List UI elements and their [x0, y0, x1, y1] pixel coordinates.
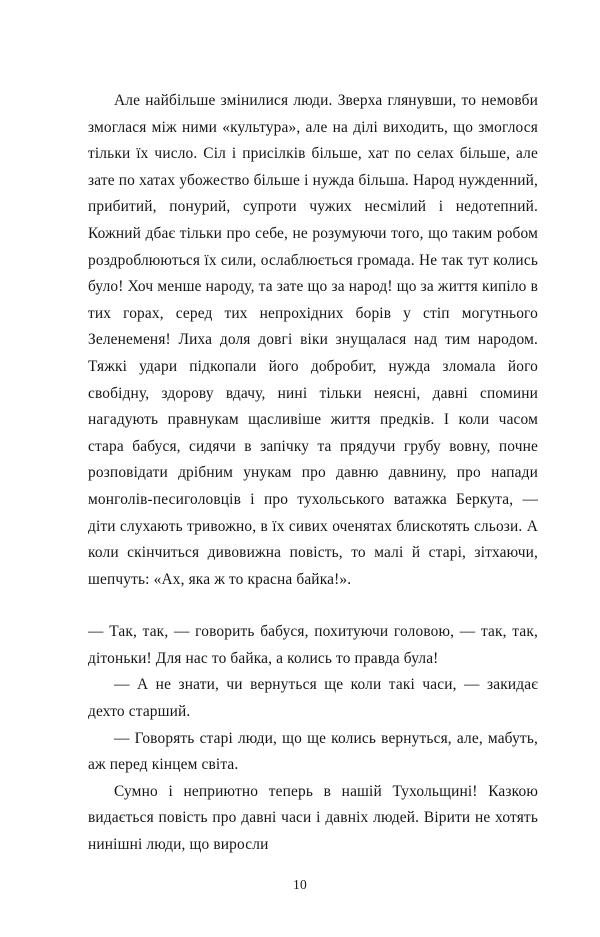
page-number: 10	[292, 877, 308, 892]
dialogue-line-3: — Говорять старі люди, що ще колись вернуться, але, мабуть, аж перед кінцем світа.	[88, 729, 538, 774]
dialogue-line-1: — Так, так, — говорить бабуся, похитуючи головою, — так, так, дітоньки! Для нас то байка, а колись то правда була!	[88, 623, 538, 667]
page-text-column	[88, 88, 538, 859]
dialogue-line-2: — А не знати, чи вернуться ще коли такі часи, — закидає дехто старший.	[88, 676, 538, 721]
paragraph-closing: Сумно і неприютно теперь в нашій Тухольщині! Казкою видається повість про давні часи і давніх людей. Вірити не хотять нинішні люди, що виросли	[88, 782, 538, 854]
paragraph-spacer	[88, 593, 538, 619]
paragraph-main: Але найбільше змінилися люди. Зверха глянувши, то немовби змоглася між ними «культура», але на ділі виходить, що змоглося тільки їх число. Сіл і присілків більше, хат по селах більше, але зате по хатах убожество більше і нужда більша. Народ нужденний, прибитий, понурий, супроти чужих несмілий і недотепний. Кожний дбає тільки про себе, не розумуючи того, що таким робом роздроблюються їх сили, ослаблюється громада. Не так тут колись було! Хоч менше народу, та зате що за народ! що за життя кипіло в тих горах, серед тих непрохідних борів у стіп могутнього Зеленеменя! Лиха доля довгі віки знущалася над тим народом. Тяжкі удари підкопали його добробит, нужда зломала його свобідну, здорову вдачу, нині тільки неясні, давні спомини нагадують правнукам щасливіше життя предків. І коли часом стара бабуся, сидячи в запічку та прядучи грубу вовну, почне розповідати дрібним унукам про давню давнину, про напади монголів-песиголовців і про тухольського ватажка Беркута, — діти слухають тривожно, в їх сивих оченятах блискотять сльози. А коли скінчиться дивовижна повість, то малі й старі, зітхаючи, шепчуть: «Ах, яка ж то красна байка!».	[88, 92, 538, 588]
